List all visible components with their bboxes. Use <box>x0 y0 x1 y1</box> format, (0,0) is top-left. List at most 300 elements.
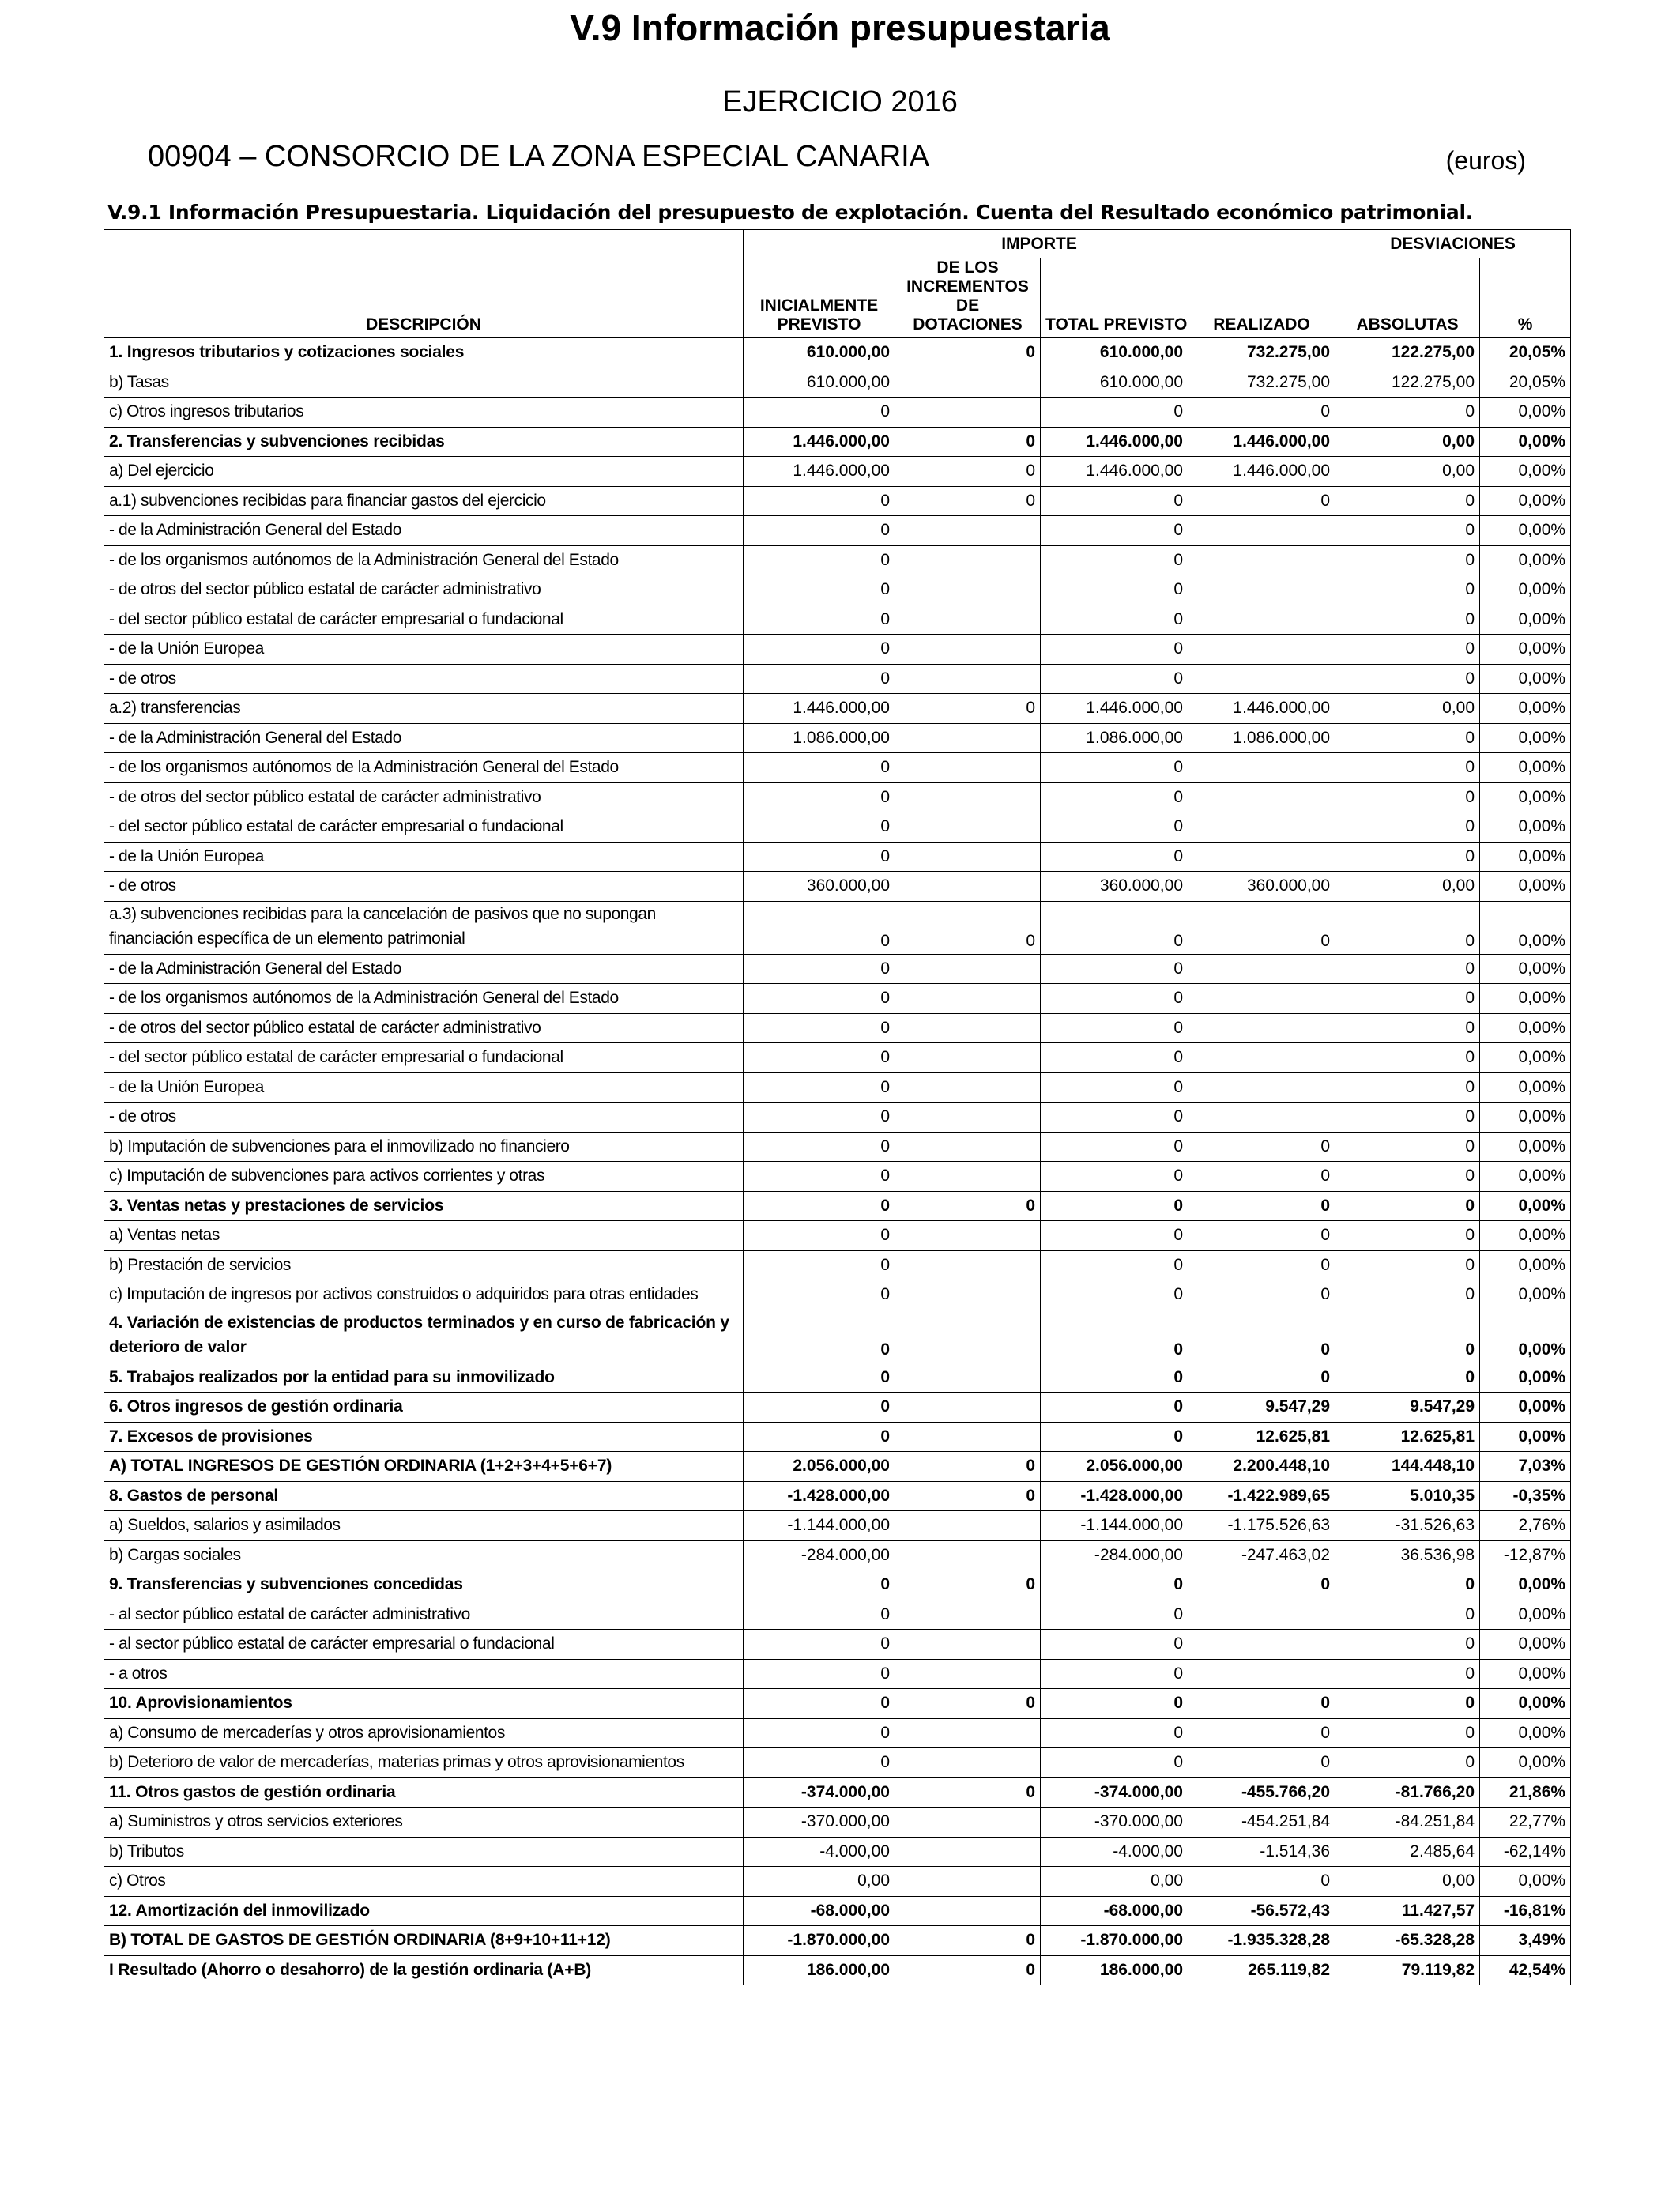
table-row <box>104 1043 1571 1073</box>
row-incrementos: 0 <box>895 338 1041 368</box>
row-inicialmente-previsto: 0 <box>744 545 895 575</box>
table-row <box>104 954 1571 984</box>
row-inicialmente-previsto: 0 <box>744 1280 895 1310</box>
row-desviacion-percent: 0,00% <box>1480 842 1571 872</box>
table-row <box>104 812 1571 843</box>
row-desviacion-absoluta: 0 <box>1335 753 1480 783</box>
row-desviacion-absoluta: 0 <box>1335 1630 1480 1660</box>
table-row <box>104 1837 1571 1867</box>
row-realizado: -454.251,84 <box>1188 1808 1335 1838</box>
table-row <box>104 872 1571 902</box>
row-desviacion-absoluta: 0 <box>1335 1310 1480 1363</box>
row-realizado: 1.086.000,00 <box>1188 723 1335 753</box>
row-total-previsto: -68.000,00 <box>1041 1896 1188 1926</box>
row-realizado: 0 <box>1188 1570 1335 1600</box>
row-realizado <box>1188 516 1335 546</box>
row-desviacion-absoluta: 0 <box>1335 516 1480 546</box>
table-row <box>104 723 1571 753</box>
table-body <box>104 338 1571 1985</box>
row-description: 7. Excesos de provisiones <box>104 1422 744 1452</box>
row-total-previsto: 0 <box>1041 1630 1188 1660</box>
table-row <box>104 753 1571 783</box>
row-incrementos <box>895 842 1041 872</box>
row-total-previsto: 2.056.000,00 <box>1041 1452 1188 1482</box>
row-desviacion-absoluta: 0 <box>1335 1043 1480 1073</box>
row-total-previsto: 0 <box>1041 1191 1188 1221</box>
row-total-previsto: 0,00 <box>1041 1867 1188 1897</box>
row-desviacion-absoluta: -84.251,84 <box>1335 1808 1480 1838</box>
row-total-previsto: -284.000,00 <box>1041 1540 1188 1570</box>
row-inicialmente-previsto: 610.000,00 <box>744 368 895 398</box>
row-incrementos <box>895 605 1041 635</box>
row-total-previsto: 1.446.000,00 <box>1041 694 1188 724</box>
header-total-previsto: TOTAL PREVISTO <box>1041 258 1188 338</box>
row-desviacion-absoluta: 0 <box>1335 842 1480 872</box>
row-inicialmente-previsto: 610.000,00 <box>744 338 895 368</box>
row-desviacion-absoluta: 0 <box>1335 1570 1480 1600</box>
row-incrementos: 0 <box>895 1191 1041 1221</box>
row-incrementos <box>895 575 1041 605</box>
row-description: a.3) subvenciones recibidas para la cancelación de pasivos que no supongan financiación específica de un elemento patrimonial <box>104 901 744 954</box>
row-inicialmente-previsto: 0 <box>744 782 895 812</box>
row-desviacion-percent: 0,00% <box>1480 1393 1571 1423</box>
row-description: b) Cargas sociales <box>104 1540 744 1570</box>
table-row <box>104 398 1571 428</box>
row-inicialmente-previsto: 0 <box>744 1570 895 1600</box>
row-realizado: -56.572,43 <box>1188 1896 1335 1926</box>
row-desviacion-percent: 0,00% <box>1480 1043 1571 1073</box>
row-description: - de otros del sector público estatal de carácter administrativo <box>104 575 744 605</box>
table-row <box>104 664 1571 694</box>
row-incrementos <box>895 1630 1041 1660</box>
row-desviacion-absoluta: 0 <box>1335 901 1480 954</box>
row-description: - de otros del sector público estatal de carácter administrativo <box>104 782 744 812</box>
row-desviacion-percent: 0,00% <box>1480 901 1571 954</box>
table-row <box>104 1072 1571 1103</box>
row-incrementos <box>895 1748 1041 1778</box>
row-incrementos <box>895 1718 1041 1748</box>
row-desviacion-percent: 0,00% <box>1480 545 1571 575</box>
row-total-previsto: 0 <box>1041 1748 1188 1778</box>
row-desviacion-absoluta: 0 <box>1335 1659 1480 1689</box>
row-description: a) Sueldos, salarios y asimilados <box>104 1511 744 1541</box>
table-row <box>104 1896 1571 1926</box>
row-realizado: 0 <box>1188 398 1335 428</box>
row-incrementos <box>895 1422 1041 1452</box>
table-row <box>104 486 1571 516</box>
row-description: I Resultado (Ahorro o desahorro) de la gestión ordinaria (A+B) <box>104 1955 744 1985</box>
row-realizado <box>1188 575 1335 605</box>
row-realizado: 0 <box>1188 1132 1335 1162</box>
row-incrementos <box>895 984 1041 1014</box>
row-total-previsto: 0 <box>1041 516 1188 546</box>
row-total-previsto: 610.000,00 <box>1041 368 1188 398</box>
row-desviacion-percent: 2,76% <box>1480 1511 1571 1541</box>
table-row <box>104 1630 1571 1660</box>
row-incrementos: 0 <box>895 694 1041 724</box>
row-total-previsto: 0 <box>1041 605 1188 635</box>
row-description: 4. Variación de existencias de productos terminados y en curso de fabricación y deterioro de valor <box>104 1310 744 1363</box>
row-desviacion-percent: 20,05% <box>1480 368 1571 398</box>
row-description: a) Del ejercicio <box>104 457 744 487</box>
row-realizado: 360.000,00 <box>1188 872 1335 902</box>
table-row <box>104 516 1571 546</box>
row-description: - de la Administración General del Estado <box>104 954 744 984</box>
row-desviacion-absoluta: 0 <box>1335 1718 1480 1748</box>
row-desviacion-absoluta: 0 <box>1335 1221 1480 1251</box>
row-desviacion-absoluta: 0 <box>1335 1250 1480 1280</box>
row-incrementos <box>895 1659 1041 1689</box>
header-percent: % <box>1480 258 1571 338</box>
table-row <box>104 782 1571 812</box>
row-description: c) Imputación de ingresos por activos construidos o adquiridos para otras entidades <box>104 1280 744 1310</box>
row-incrementos <box>895 1043 1041 1073</box>
row-total-previsto: 0 <box>1041 486 1188 516</box>
row-inicialmente-previsto: 0 <box>744 1659 895 1689</box>
row-desviacion-absoluta: -65.328,28 <box>1335 1926 1480 1956</box>
row-desviacion-percent: 0,00% <box>1480 872 1571 902</box>
row-description: b) Tributos <box>104 1837 744 1867</box>
row-total-previsto: 0 <box>1041 1013 1188 1043</box>
row-total-previsto: 0 <box>1041 635 1188 665</box>
row-inicialmente-previsto: 0 <box>744 486 895 516</box>
table-row <box>104 1013 1571 1043</box>
table-row <box>104 1452 1571 1482</box>
row-description: A) TOTAL INGRESOS DE GESTIÓN ORDINARIA (1+2+3+4+5+6+7) <box>104 1452 744 1482</box>
row-description: 5. Trabajos realizados por la entidad para su inmovilizado <box>104 1363 744 1393</box>
row-incrementos: 0 <box>895 1481 1041 1511</box>
row-realizado: 0 <box>1188 1718 1335 1748</box>
row-desviacion-absoluta: 0 <box>1335 545 1480 575</box>
row-desviacion-percent: 20,05% <box>1480 338 1571 368</box>
row-desviacion-absoluta: 79.119,82 <box>1335 1955 1480 1985</box>
row-realizado: 0 <box>1188 901 1335 954</box>
row-desviacion-percent: 0,00% <box>1480 1191 1571 1221</box>
row-desviacion-percent: 21,86% <box>1480 1777 1571 1808</box>
table-row <box>104 1748 1571 1778</box>
row-inicialmente-previsto: 0 <box>744 812 895 843</box>
row-description: 12. Amortización del inmovilizado <box>104 1896 744 1926</box>
row-desviacion-percent: 0,00% <box>1480 1659 1571 1689</box>
row-inicialmente-previsto: 0 <box>744 753 895 783</box>
row-description: b) Prestación de servicios <box>104 1250 744 1280</box>
row-inicialmente-previsto: 0 <box>744 398 895 428</box>
row-total-previsto: 0 <box>1041 1221 1188 1251</box>
row-desviacion-percent: 0,00% <box>1480 457 1571 487</box>
row-description: - de otros <box>104 1103 744 1133</box>
row-total-previsto: 0 <box>1041 1422 1188 1452</box>
table-row <box>104 1511 1571 1541</box>
table-row <box>104 1191 1571 1221</box>
row-description: - de otros <box>104 872 744 902</box>
row-description: - del sector público estatal de carácter empresarial o fundacional <box>104 1043 744 1073</box>
row-total-previsto: 0 <box>1041 984 1188 1014</box>
row-total-previsto: 1.446.000,00 <box>1041 427 1188 457</box>
table-row <box>104 1926 1571 1956</box>
row-total-previsto: 610.000,00 <box>1041 338 1188 368</box>
row-inicialmente-previsto: 0 <box>744 1103 895 1133</box>
row-total-previsto: 0 <box>1041 1280 1188 1310</box>
table-row <box>104 1393 1571 1423</box>
currency-units: (euros) <box>1445 146 1526 175</box>
row-inicialmente-previsto: -1.870.000,00 <box>744 1926 895 1956</box>
row-inicialmente-previsto: 0 <box>744 1043 895 1073</box>
row-realizado <box>1188 954 1335 984</box>
row-description: - al sector público estatal de carácter empresarial o fundacional <box>104 1630 744 1660</box>
row-total-previsto: 0 <box>1041 1659 1188 1689</box>
row-incrementos <box>895 398 1041 428</box>
row-desviacion-absoluta: 0 <box>1335 398 1480 428</box>
row-inicialmente-previsto: 0 <box>744 1748 895 1778</box>
row-desviacion-percent: 0,00% <box>1480 664 1571 694</box>
row-realizado: 1.446.000,00 <box>1188 427 1335 457</box>
row-desviacion-percent: 0,00% <box>1480 1689 1571 1719</box>
table-row <box>104 1867 1571 1897</box>
row-desviacion-percent: 0,00% <box>1480 427 1571 457</box>
row-realizado <box>1188 753 1335 783</box>
row-description: - de los organismos autónomos de la Administración General del Estado <box>104 984 744 1014</box>
table-row <box>104 1659 1571 1689</box>
table-row <box>104 368 1571 398</box>
table-row <box>104 1250 1571 1280</box>
row-total-previsto: 0 <box>1041 1250 1188 1280</box>
row-incrementos <box>895 723 1041 753</box>
row-desviacion-percent: 22,77% <box>1480 1808 1571 1838</box>
row-desviacion-absoluta: 0 <box>1335 1363 1480 1393</box>
row-incrementos <box>895 1363 1041 1393</box>
row-incrementos <box>895 872 1041 902</box>
table-row <box>104 575 1571 605</box>
row-incrementos <box>895 1072 1041 1103</box>
row-total-previsto: 0 <box>1041 1103 1188 1133</box>
row-realizado <box>1188 1103 1335 1133</box>
row-inicialmente-previsto: -4.000,00 <box>744 1837 895 1867</box>
row-total-previsto: 0 <box>1041 1310 1188 1363</box>
row-desviacion-percent: 0,00% <box>1480 1072 1571 1103</box>
row-inicialmente-previsto: -1.428.000,00 <box>744 1481 895 1511</box>
row-incrementos <box>895 368 1041 398</box>
row-desviacion-percent: 0,00% <box>1480 1221 1571 1251</box>
page-title: V.9 Información presupuestaria <box>570 7 1110 48</box>
table-row <box>104 901 1571 954</box>
row-total-previsto: 0 <box>1041 753 1188 783</box>
row-desviacion-absoluta: 0 <box>1335 635 1480 665</box>
row-desviacion-absoluta: 0 <box>1335 1280 1480 1310</box>
row-desviacion-percent: 0,00% <box>1480 398 1571 428</box>
row-total-previsto: 0 <box>1041 782 1188 812</box>
row-total-previsto: 0 <box>1041 1718 1188 1748</box>
row-desviacion-percent: 0,00% <box>1480 694 1571 724</box>
row-desviacion-percent: 0,00% <box>1480 486 1571 516</box>
row-inicialmente-previsto: 1.086.000,00 <box>744 723 895 753</box>
row-desviacion-absoluta: 144.448,10 <box>1335 1452 1480 1482</box>
row-desviacion-percent: 0,00% <box>1480 1867 1571 1897</box>
row-incrementos <box>895 1132 1041 1162</box>
row-desviacion-absoluta: 0 <box>1335 605 1480 635</box>
row-description: c) Otros ingresos tributarios <box>104 398 744 428</box>
row-total-previsto: -1.870.000,00 <box>1041 1926 1188 1956</box>
row-desviacion-absoluta: 0,00 <box>1335 694 1480 724</box>
row-description: - de otros <box>104 664 744 694</box>
row-realizado: 0 <box>1188 1310 1335 1363</box>
row-desviacion-percent: -0,35% <box>1480 1481 1571 1511</box>
row-desviacion-absoluta: 122.275,00 <box>1335 338 1480 368</box>
row-realizado: 2.200.448,10 <box>1188 1452 1335 1482</box>
table-row <box>104 1955 1571 1985</box>
row-desviacion-percent: 0,00% <box>1480 1600 1571 1630</box>
row-incrementos: 0 <box>895 1955 1041 1985</box>
row-inicialmente-previsto: 0 <box>744 1072 895 1103</box>
row-incrementos: 0 <box>895 1452 1041 1482</box>
row-description: a.1) subvenciones recibidas para financiar gastos del ejercicio <box>104 486 744 516</box>
row-inicialmente-previsto: 0 <box>744 664 895 694</box>
row-inicialmente-previsto: 0 <box>744 1630 895 1660</box>
table-row <box>104 1422 1571 1452</box>
row-description: - de la Administración General del Estado <box>104 516 744 546</box>
table-row <box>104 635 1571 665</box>
row-realizado: 1.446.000,00 <box>1188 457 1335 487</box>
row-description: - de la Unión Europea <box>104 635 744 665</box>
row-total-previsto: 0 <box>1041 842 1188 872</box>
header-descripcion: DESCRIPCIÓN <box>104 258 744 338</box>
row-desviacion-absoluta: 0 <box>1335 954 1480 984</box>
row-desviacion-percent: 0,00% <box>1480 812 1571 843</box>
row-incrementos <box>895 1393 1041 1423</box>
row-inicialmente-previsto: 2.056.000,00 <box>744 1452 895 1482</box>
row-inicialmente-previsto: -68.000,00 <box>744 1896 895 1926</box>
row-realizado: 0 <box>1188 1867 1335 1897</box>
row-realizado <box>1188 1600 1335 1630</box>
row-total-previsto: 0 <box>1041 954 1188 984</box>
row-desviacion-percent: 0,00% <box>1480 635 1571 665</box>
row-incrementos: 0 <box>895 457 1041 487</box>
row-incrementos <box>895 545 1041 575</box>
row-total-previsto: 0 <box>1041 1043 1188 1073</box>
row-incrementos <box>895 664 1041 694</box>
table-row <box>104 338 1571 368</box>
table-row <box>104 1132 1571 1162</box>
row-desviacion-percent: 0,00% <box>1480 1132 1571 1162</box>
row-inicialmente-previsto: 1.446.000,00 <box>744 427 895 457</box>
row-description: b) Imputación de subvenciones para el inmovilizado no financiero <box>104 1132 744 1162</box>
row-total-previsto: 0 <box>1041 1162 1188 1192</box>
row-description: - de los organismos autónomos de la Administración General del Estado <box>104 753 744 783</box>
row-inicialmente-previsto: 0 <box>744 1689 895 1719</box>
row-description: - de los organismos autónomos de la Administración General del Estado <box>104 545 744 575</box>
table-row <box>104 842 1571 872</box>
row-total-previsto: 1.446.000,00 <box>1041 457 1188 487</box>
row-desviacion-percent: 0,00% <box>1480 954 1571 984</box>
row-description: a) Suministros y otros servicios exteriores <box>104 1808 744 1838</box>
header-inicialmente-previsto: INICIALMENTE PREVISTO <box>744 258 895 338</box>
row-realizado: 0 <box>1188 1191 1335 1221</box>
row-desviacion-percent: 0,00% <box>1480 782 1571 812</box>
row-desviacion-percent: 0,00% <box>1480 1280 1571 1310</box>
row-total-previsto: 0 <box>1041 664 1188 694</box>
row-total-previsto: -4.000,00 <box>1041 1837 1188 1867</box>
row-total-previsto: -370.000,00 <box>1041 1808 1188 1838</box>
row-incrementos <box>895 1162 1041 1192</box>
row-desviacion-absoluta: 0,00 <box>1335 1867 1480 1897</box>
row-realizado <box>1188 812 1335 843</box>
row-desviacion-absoluta: 0 <box>1335 664 1480 694</box>
row-desviacion-percent: 42,54% <box>1480 1955 1571 1985</box>
row-incrementos <box>895 1013 1041 1043</box>
row-inicialmente-previsto: -374.000,00 <box>744 1777 895 1808</box>
row-desviacion-absoluta: 0 <box>1335 1689 1480 1719</box>
row-desviacion-absoluta: 5.010,35 <box>1335 1481 1480 1511</box>
row-desviacion-absoluta: -31.526,63 <box>1335 1511 1480 1541</box>
row-incrementos <box>895 1808 1041 1838</box>
row-realizado <box>1188 1630 1335 1660</box>
row-desviacion-percent: -16,81% <box>1480 1896 1571 1926</box>
row-realizado <box>1188 545 1335 575</box>
table-header <box>104 230 1571 338</box>
row-realizado <box>1188 1659 1335 1689</box>
row-desviacion-percent: 0,00% <box>1480 1630 1571 1660</box>
row-total-previsto: 0 <box>1041 901 1188 954</box>
row-desviacion-absoluta: 2.485,64 <box>1335 1837 1480 1867</box>
row-inicialmente-previsto: 0 <box>744 605 895 635</box>
row-inicialmente-previsto: 0 <box>744 575 895 605</box>
table-row <box>104 1570 1571 1600</box>
row-description: - del sector público estatal de carácter empresarial o fundacional <box>104 812 744 843</box>
row-desviacion-absoluta: 11.427,57 <box>1335 1896 1480 1926</box>
row-inicialmente-previsto: 0 <box>744 516 895 546</box>
row-inicialmente-previsto: 0 <box>744 1013 895 1043</box>
row-desviacion-absoluta: 0 <box>1335 1162 1480 1192</box>
row-description: - a otros <box>104 1659 744 1689</box>
row-incrementos <box>895 812 1041 843</box>
row-desviacion-percent: 0,00% <box>1480 1570 1571 1600</box>
row-inicialmente-previsto: 1.446.000,00 <box>744 457 895 487</box>
row-realizado: -455.766,20 <box>1188 1777 1335 1808</box>
row-total-previsto: 0 <box>1041 398 1188 428</box>
header-desviaciones: DESVIACIONES <box>1335 230 1571 258</box>
row-description: b) Deterioro de valor de mercaderías, materias primas y otros aprovisionamientos <box>104 1748 744 1778</box>
row-inicialmente-previsto: 0 <box>744 1250 895 1280</box>
row-incrementos <box>895 1837 1041 1867</box>
row-incrementos <box>895 782 1041 812</box>
row-description: - de la Unión Europea <box>104 842 744 872</box>
row-description: - al sector público estatal de carácter administrativo <box>104 1600 744 1630</box>
row-desviacion-percent: 0,00% <box>1480 1310 1571 1363</box>
row-desviacion-absoluta: 0 <box>1335 1072 1480 1103</box>
row-desviacion-percent: 0,00% <box>1480 1103 1571 1133</box>
row-total-previsto: 0 <box>1041 1132 1188 1162</box>
row-incrementos <box>895 1511 1041 1541</box>
row-description: B) TOTAL DE GASTOS DE GESTIÓN ORDINARIA (8+9+10+11+12) <box>104 1926 744 1956</box>
row-desviacion-percent: 0,00% <box>1480 1718 1571 1748</box>
row-desviacion-percent: 0,00% <box>1480 1250 1571 1280</box>
exercise-year: EJERCICIO 2016 <box>722 85 958 119</box>
row-desviacion-percent: 0,00% <box>1480 1162 1571 1192</box>
row-inicialmente-previsto: -1.144.000,00 <box>744 1511 895 1541</box>
row-desviacion-percent: 0,00% <box>1480 1422 1571 1452</box>
row-description: 10. Aprovisionamientos <box>104 1689 744 1719</box>
row-inicialmente-previsto: -284.000,00 <box>744 1540 895 1570</box>
row-total-previsto: 0 <box>1041 1689 1188 1719</box>
row-realizado <box>1188 984 1335 1014</box>
row-realizado: 12.625,81 <box>1188 1422 1335 1452</box>
row-description: - de la Unión Europea <box>104 1072 744 1103</box>
row-realizado: -247.463,02 <box>1188 1540 1335 1570</box>
table-row <box>104 1310 1571 1363</box>
row-inicialmente-previsto: 360.000,00 <box>744 872 895 902</box>
row-incrementos <box>895 1221 1041 1251</box>
row-description: 1. Ingresos tributarios y cotizaciones sociales <box>104 338 744 368</box>
row-realizado: 732.275,00 <box>1188 368 1335 398</box>
